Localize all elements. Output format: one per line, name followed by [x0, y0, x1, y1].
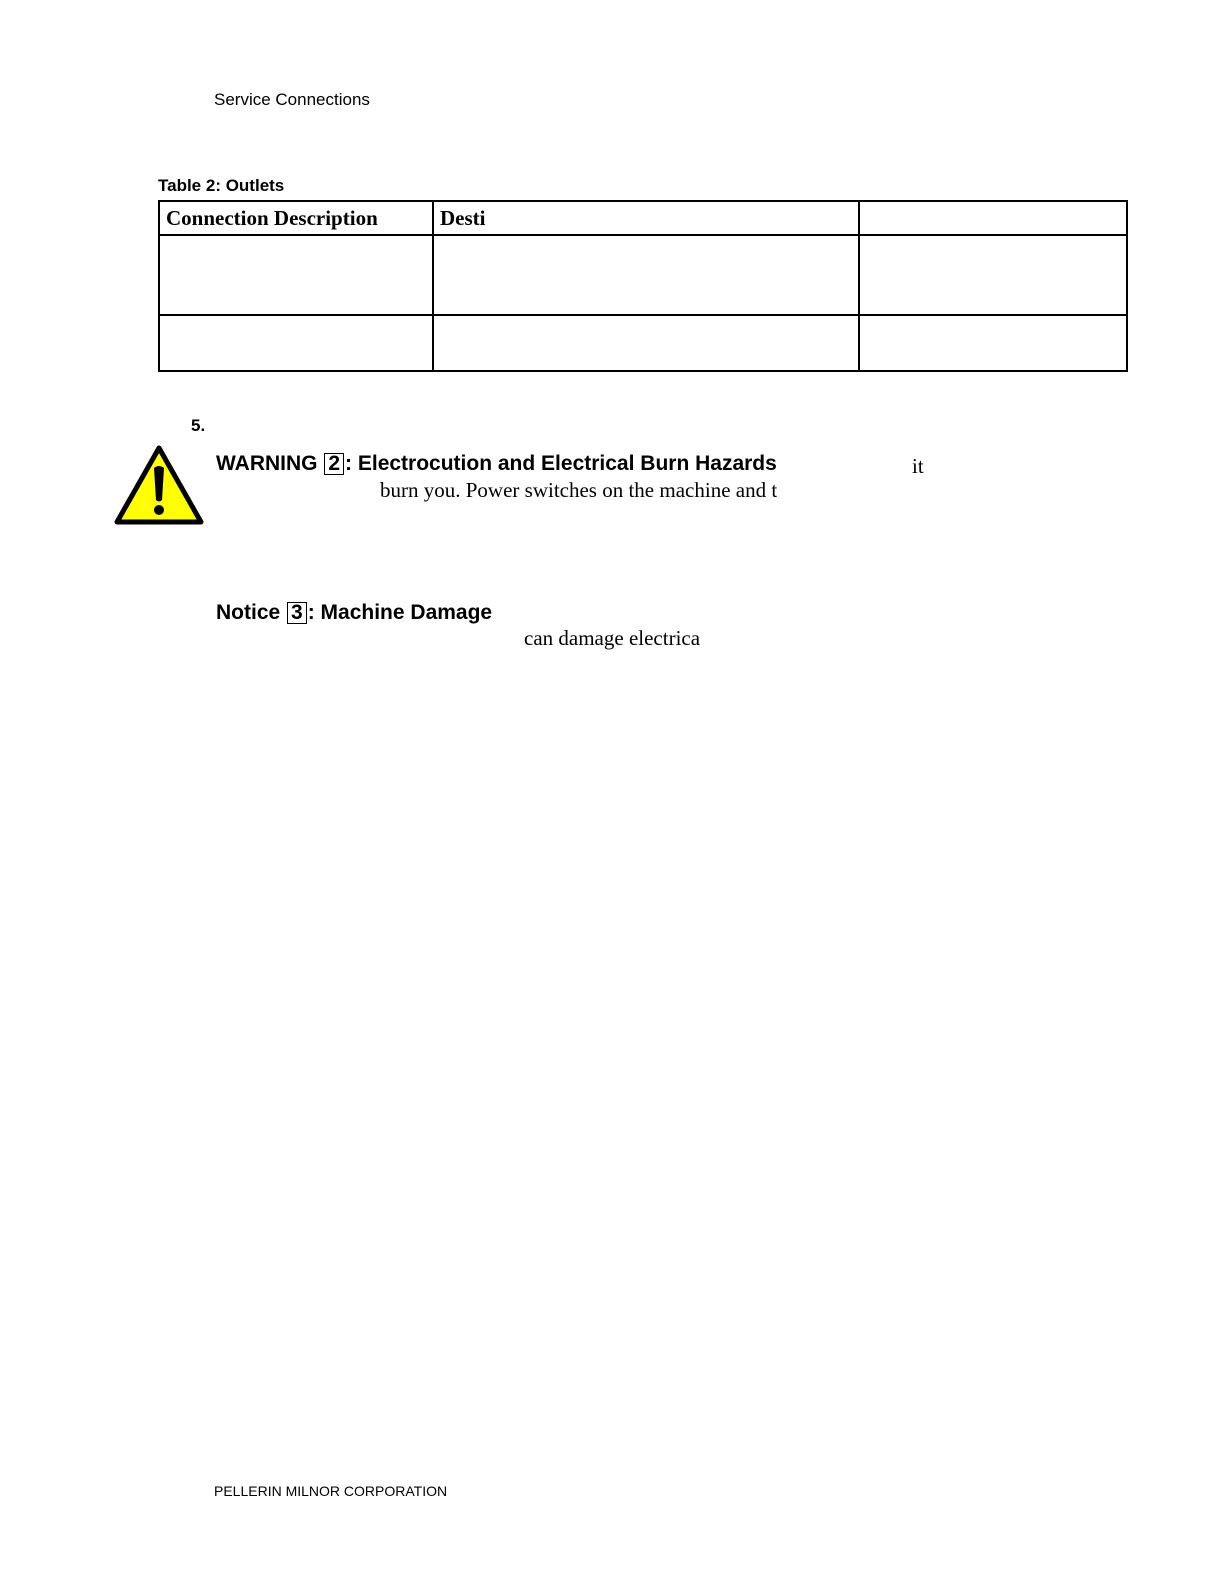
table-cell — [859, 235, 1127, 315]
notice-label: Notice — [216, 601, 281, 624]
table-row — [159, 315, 1127, 371]
warning-title: : Electrocution and Electrical Burn Hazards — [345, 452, 777, 475]
column-header-third — [859, 201, 1127, 235]
table-row — [159, 235, 1127, 315]
table-cell — [159, 235, 433, 315]
column-header-destination: Desti — [433, 201, 859, 235]
warning-text-fragment: it — [912, 454, 924, 478]
column-header-connection-description: Connection Description — [159, 201, 433, 235]
step-number: 5. — [191, 416, 206, 435]
notice-body-text: can damage electrica — [524, 626, 701, 650]
table-header-row — [159, 201, 1127, 235]
warning-body-text: burn you. Power switches on the machine and t — [380, 478, 778, 502]
notice-number-box: 3 — [287, 602, 307, 624]
table-caption: Table 2: Outlets — [158, 176, 285, 195]
notice-heading — [216, 601, 492, 625]
table-cell — [433, 315, 859, 371]
warning-triangle-icon — [114, 444, 204, 526]
warning-heading — [216, 452, 777, 476]
outlets-table — [158, 200, 1128, 372]
notice-title: : Machine Damage — [307, 601, 493, 624]
running-header: Service Connections — [214, 90, 370, 109]
table-cell — [859, 315, 1127, 371]
warning-number-box: 2 — [324, 453, 344, 475]
footer-company: PELLERIN MILNOR CORPORATION — [214, 1483, 448, 1499]
table-cell — [433, 235, 859, 315]
warning-label: WARNING — [216, 452, 318, 475]
table-cell — [159, 315, 433, 371]
